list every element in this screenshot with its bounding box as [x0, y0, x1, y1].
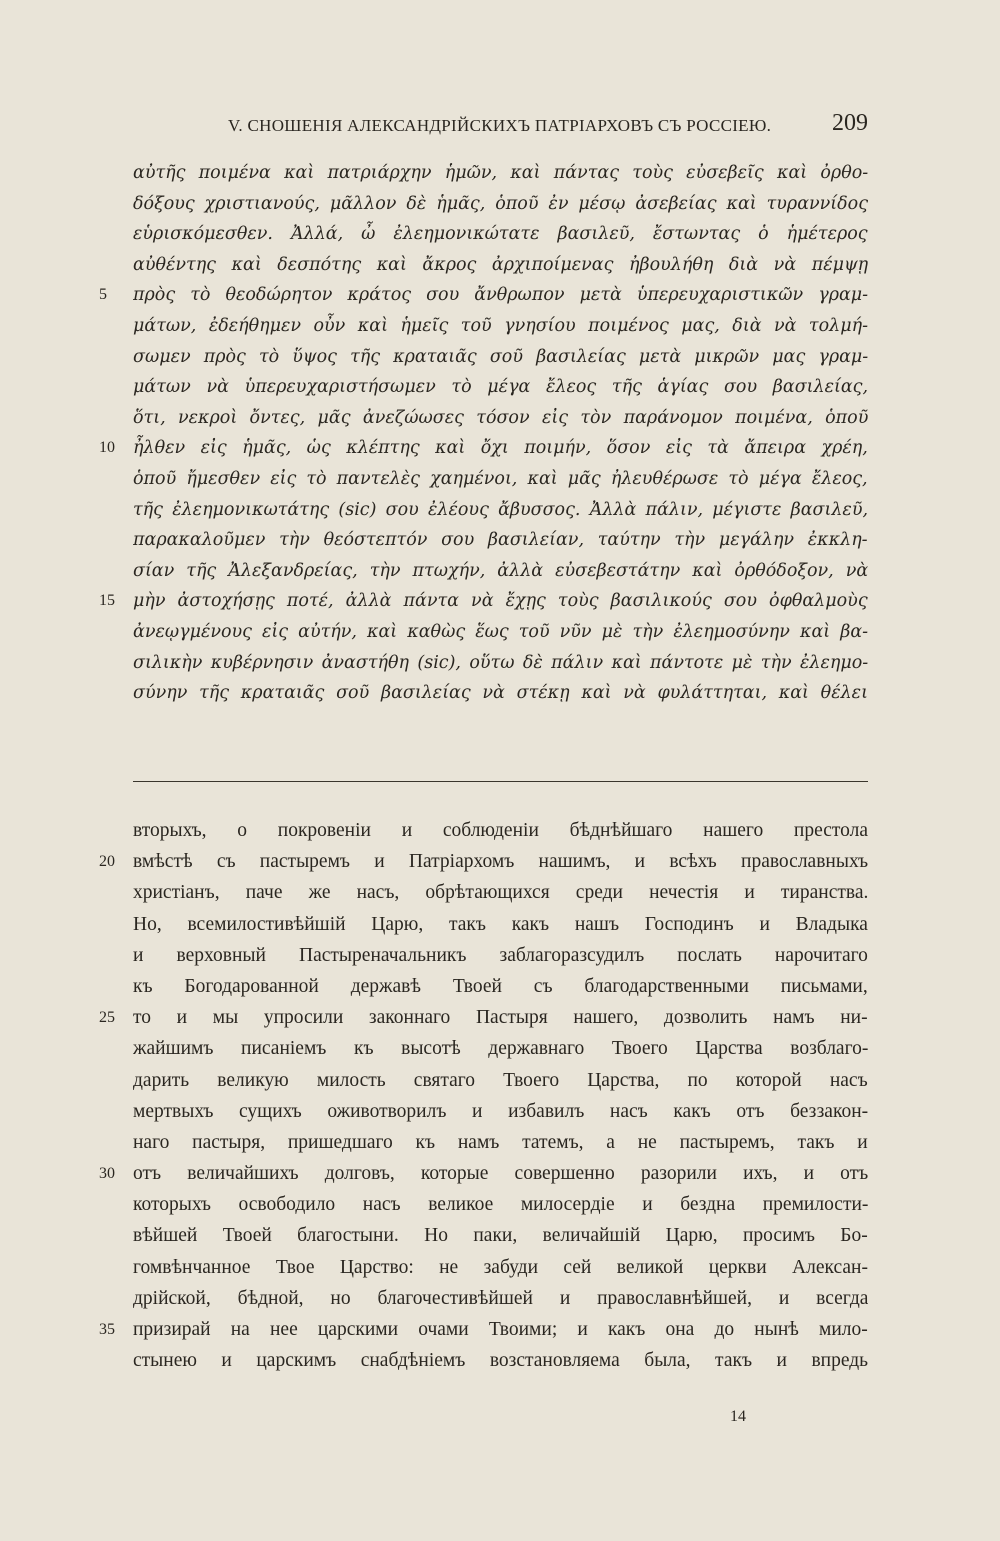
line-text: μὴν ἀστοχήσῃς ποτέ, ἀλλὰ πάντα νὰ ἔχῃς τοὺς βασιλικούς σου ὀφθαλμοὺς	[133, 591, 868, 612]
text-line	[133, 678, 868, 709]
line-text: δόξους χριστιανούς, μᾶλλον δὲ ἡμᾶς, ὁποῦ ἐν μέσῳ ἀσεβείας καὶ τυραννίδος	[133, 193, 869, 214]
text-line	[133, 1033, 868, 1064]
line-text: ἦλθεν εἰς ἡμᾶς, ὡς κλέπτης καὶ ὄχι ποιμήν, ὅσον εἰς τὰ ἄπειρα χρέη,	[133, 438, 868, 459]
text-line	[133, 1189, 868, 1220]
text-line	[99, 1158, 869, 1189]
line-text: къ Богодарованной державѣ Твоей съ благодарственными письмами,	[133, 975, 868, 997]
line-text: отъ величайшихъ долговъ, которые совершенно разорили ихъ, и отъ	[133, 1163, 869, 1185]
line-number: 30	[99, 1165, 115, 1183]
line-text: христіанъ, паче же насъ, обрѣтающихся среди нечестія и тиранства.	[133, 882, 869, 904]
text-line	[133, 648, 868, 679]
text-line	[133, 1127, 868, 1158]
line-text: гомвѣнчанное Твое Царство: не забуди сей великой церкви Алексан-	[133, 1256, 868, 1278]
line-number: 35	[99, 1321, 115, 1338]
text-line	[99, 433, 868, 464]
line-text: σωμεν πρὸς τὸ ὕψος τῆς κραταιᾶς σοῦ βασιλείας μετὰ μικρῶν μας γραμ-	[133, 346, 869, 367]
line-text: то и мы упросили законнаго Пастыря нашего, дозволить намъ ни-	[133, 1007, 868, 1029]
text-line	[133, 617, 868, 648]
line-text: вторыхъ, о покровеніи и соблюденіи бѣднѣйшаго нашего престола	[133, 820, 869, 841]
text-line	[133, 525, 868, 556]
text-line	[133, 909, 868, 940]
text-line	[133, 815, 868, 846]
line-text: πρὸς τὸ θεοδώρητον κράτος σου ἄνθρωπον μετὰ ὑπερευχαριστικῶν γραμ-	[133, 285, 869, 306]
line-text: αὐτῆς ποιμένα καὶ πατριάρχην ἡμῶν, καὶ πάντας τοὺς εὐσεβεῖς καὶ ὀρθο-	[133, 163, 869, 183]
line-number: 5	[99, 286, 107, 304]
line-number: 25	[99, 1009, 115, 1027]
line-text: дарить великую милость святаго Твоего Царства, по которой насъ	[133, 1069, 868, 1091]
line-text: стынею и царскимъ снабдѣніемъ возстановляема была, такъ и впредь	[133, 1350, 869, 1372]
line-text: παρακαλοῦμεν τὴν θεόστεπτόν σου βασιλείαν, ταύτην τὴν μεγάλην ἐκκλη-	[133, 530, 868, 551]
text-line	[99, 1002, 868, 1033]
line-text: призирай на нее царскими очами Твоими; и какъ она до нынѣ мило-	[133, 1319, 868, 1340]
text-line	[133, 556, 868, 587]
text-line	[133, 372, 868, 403]
text-line	[133, 877, 868, 908]
line-text: дрійской, бѣдной, но благочестивѣйшей и православнѣйшей, и всегда	[133, 1287, 869, 1309]
page-header	[228, 110, 868, 140]
line-text: μάτων, ἐδεήθημεν οὖν καὶ ἡμεῖς τοῦ γνησίου ποιμένος μας, διὰ νὰ τολμή-	[133, 315, 869, 336]
line-text: ὅτι, νεκροὶ ὄντες, μᾶς ἀνεζώωσες τόσον εἰς τὸν παράνομον ποιμένα, ὁποῦ	[133, 407, 869, 428]
text-line	[133, 342, 868, 373]
text-line	[133, 250, 868, 281]
text-line	[133, 940, 868, 971]
separator-rule	[133, 781, 868, 782]
russian-text-block	[99, 815, 869, 1376]
text-line	[133, 464, 868, 495]
line-text: εὑρισκόμεσθεν. Ἀλλά, ὦ ἐλεημονικώτατε βασιλεῦ, ἔστωντας ὁ ἡμέτερος	[133, 224, 868, 245]
line-text: и верховный Пастыреначальникъ заблагоразсудилъ послать нарочитаго	[133, 944, 868, 966]
line-text: ἀνεῳγμένους εἰς αὐτήν, καὶ καθὼς ἕως τοῦ νῦν μὲ τὴν ἐλεημοσύνην καὶ βα-	[133, 621, 869, 642]
line-text: наго пастыря, пришедшаго къ намъ татемъ, а не пастыремъ, такъ и	[133, 1131, 868, 1153]
text-line	[133, 158, 868, 189]
line-text: μάτων νὰ ὑπερευχαριστήσωμεν τὸ μέγα ἔλεος τῆς ἁγίας σου βασιλείας,	[133, 377, 869, 398]
text-line	[133, 311, 868, 342]
line-text: σύνην τῆς κραταιᾶς σοῦ βασιλείας νὰ στέκῃ καὶ νὰ φυλάττηται, καὶ θέλει	[133, 683, 868, 704]
line-text: σιλικὴν κυβέρνησιν ἀναστήθη (sic), οὕτω δὲ πάλιν καὶ πάντοτε μὲ τὴν ἐλεημο-	[133, 652, 869, 673]
line-text: ὁποῦ ἤμεσθεν εἰς τὸ παντελὲς χαημένοι, καὶ μᾶς ἠλευθέρωσε τὸ μέγα ἔλεος,	[133, 468, 868, 489]
text-line	[133, 1252, 868, 1283]
text-line	[133, 1096, 868, 1127]
text-line	[133, 219, 868, 250]
signature-mark: 14	[730, 1408, 746, 1425]
line-text: которыхъ освободило насъ великое милосердіе и бездна премилости-	[133, 1194, 869, 1216]
line-text: мертвыхъ сущихъ оживотворилъ и избавилъ насъ какъ отъ беззакон-	[133, 1100, 869, 1122]
line-text: вмѣстѣ съ пастыремъ и Патріархомъ нашимъ, и всѣхъ православныхъ	[133, 851, 869, 873]
text-line	[99, 586, 868, 617]
text-line	[99, 846, 869, 877]
text-line	[133, 1345, 868, 1376]
line-text: Но, всемилостивѣйшій Царю, такъ какъ нашъ Господинъ и Владыка	[133, 913, 868, 935]
line-number: 20	[99, 853, 115, 871]
text-line	[99, 1314, 868, 1345]
line-text: σίαν τῆς Ἀλεξανδρείας, τὴν πτωχήν, ἀλλὰ εὐσεβεστάτην καὶ ὀρθόδοξον, νὰ	[133, 560, 869, 581]
text-line	[133, 403, 868, 434]
text-line	[133, 1283, 868, 1314]
line-text: τῆς ἐλεημονικωτάτης (sic) σου ἐλέους ἄβυσσος. Ἀλλὰ πάλιν, μέγιστε βασιλεῦ,	[133, 499, 869, 520]
line-text: αὐθέντης καὶ δεσπότης καὶ ἄκρος ἀρχιποίμενας ἠβουλήθη διὰ νὰ πέμψῃ	[133, 254, 869, 275]
line-text: жайшимъ писаніемъ къ высотѣ державнаго Твоего Царства возблаго-	[133, 1038, 869, 1060]
page-number: 209	[832, 110, 868, 136]
text-line	[99, 280, 869, 311]
text-line	[133, 495, 868, 526]
line-number: 10	[99, 439, 115, 457]
text-line	[133, 1065, 868, 1096]
line-text: вѣйшей Твоей благостыни. Но паки, величайшій Царю, просимъ Бо-	[133, 1225, 868, 1247]
running-head: V. СНОШЕНІЯ АЛЕКСАНДРІЙСКИХЪ ПАТРІАРХОВЪ СЪ РОССІЕЮ.	[228, 116, 772, 135]
text-line	[133, 971, 868, 1002]
line-number: 15	[99, 592, 115, 610]
text-line	[133, 1220, 868, 1251]
text-line	[133, 189, 868, 220]
greek-text-block	[99, 158, 869, 709]
